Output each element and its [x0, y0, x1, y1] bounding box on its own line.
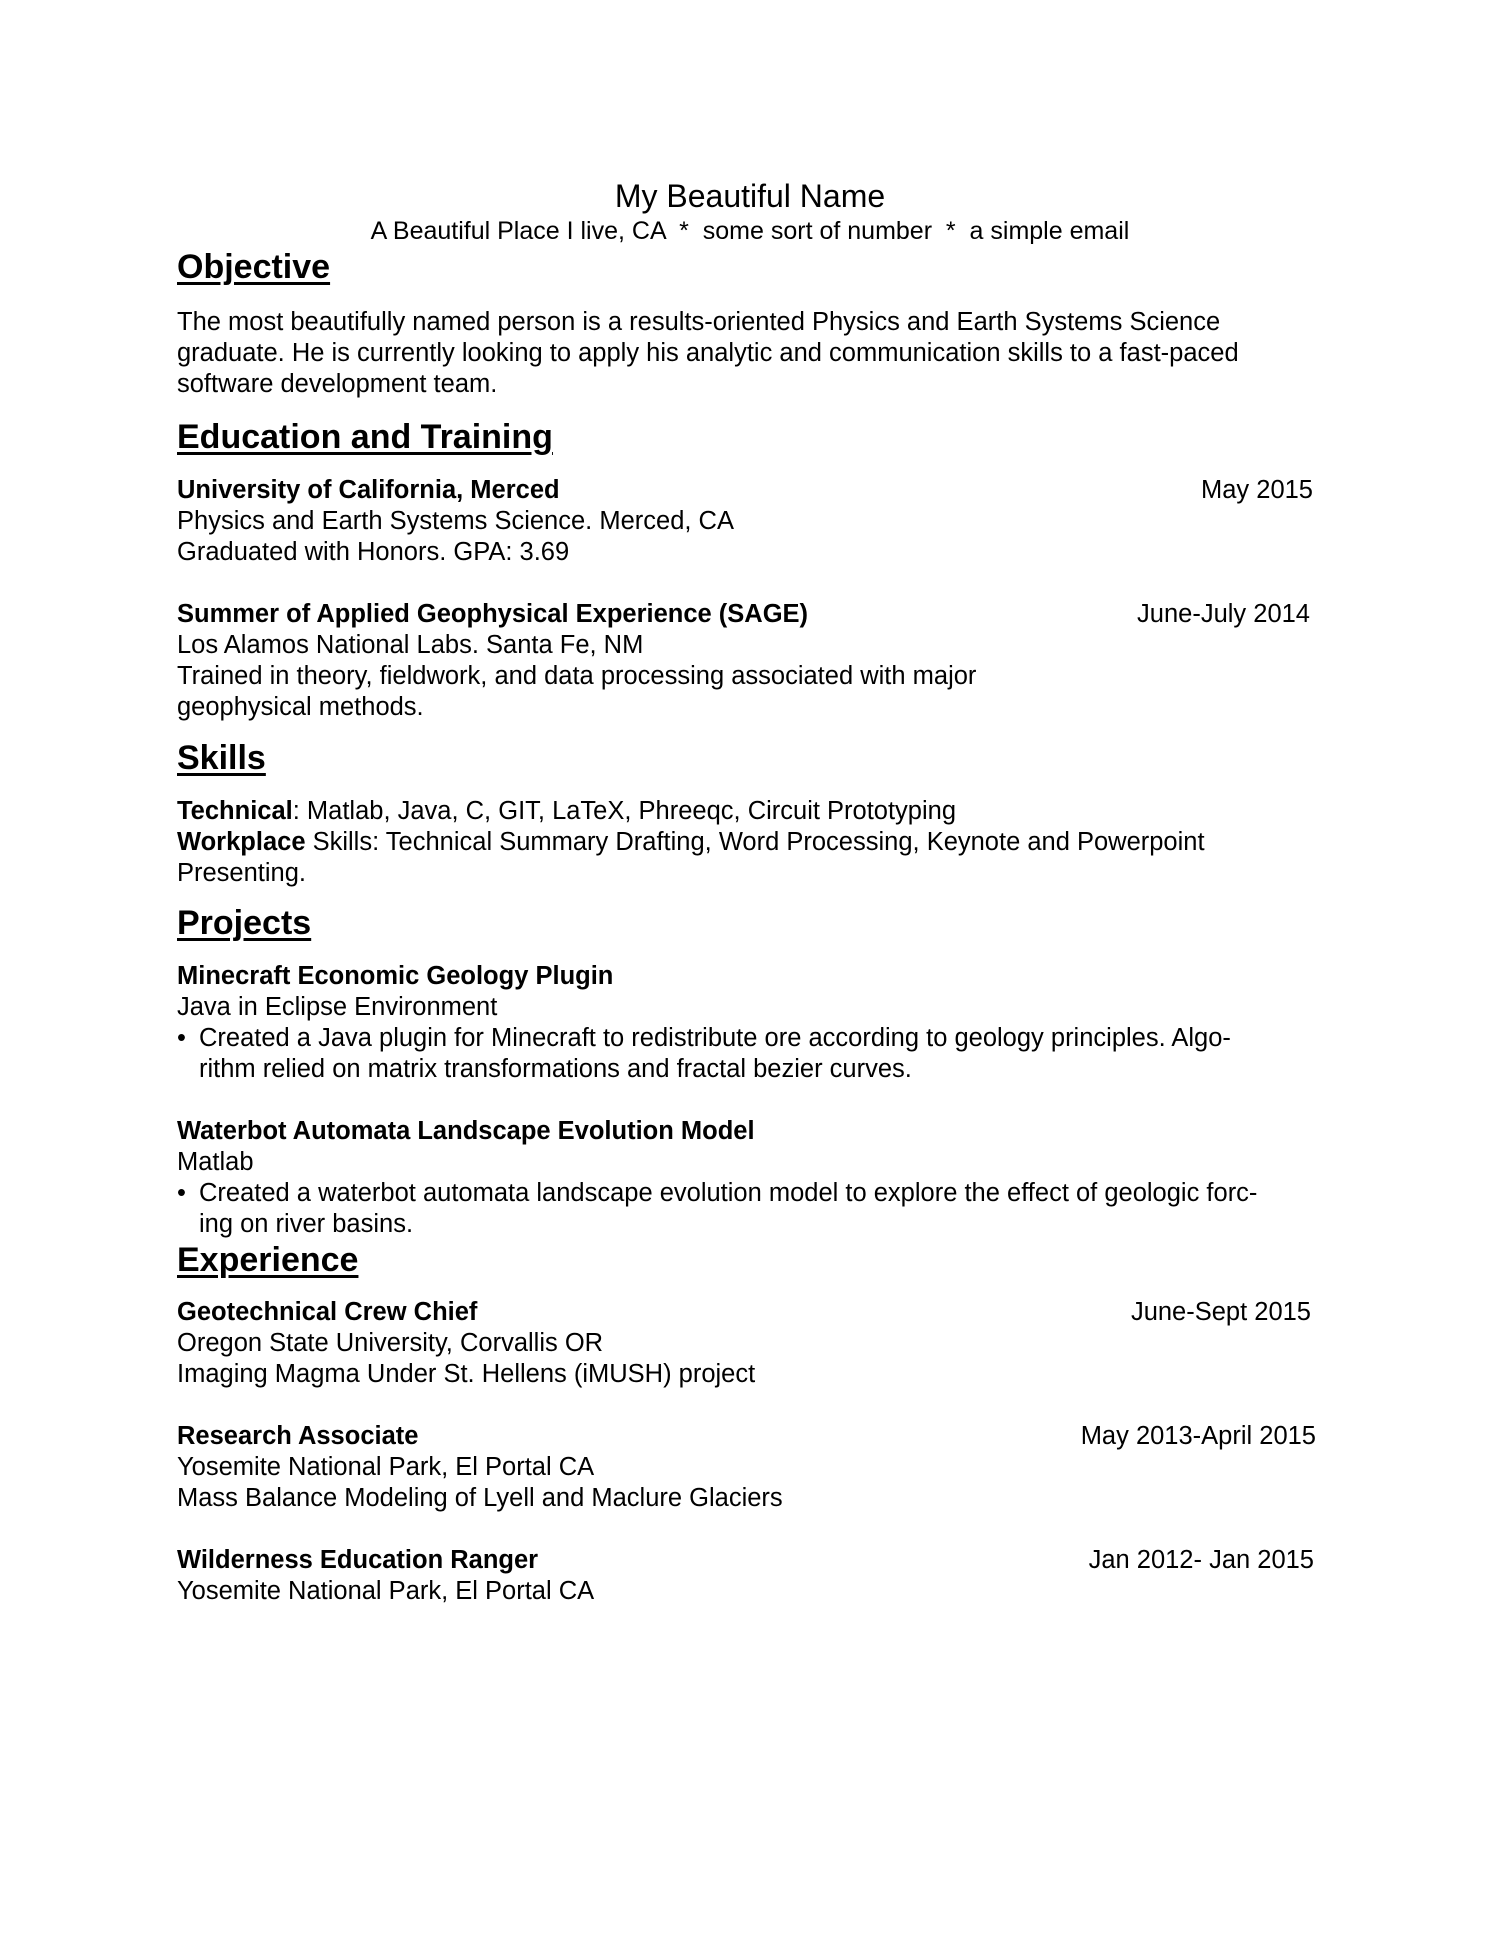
skills-technical	[177, 799, 956, 825]
contact-line: A Beautiful Place I live, CA * some sort of number * a simple email	[370, 217, 1130, 245]
project-bullet-text: ing on river basins.	[199, 1210, 414, 1238]
experience-title: Geotechnical Crew Chief	[177, 1298, 478, 1326]
skills-heading: Skills	[177, 739, 266, 777]
education-detail: Los Alamos National Labs. Santa Fe, NM	[177, 631, 644, 659]
project-bullet-text: Created a waterbot automata landscape evolution model to explore the effect of geologic forc-	[199, 1179, 1258, 1207]
experience-date: Jan 2012- Jan 2015	[1088, 1546, 1314, 1574]
resume-name: My Beautiful Name	[614, 178, 886, 214]
project-subtitle: Matlab	[177, 1148, 254, 1176]
project-bullet-text: Created a Java plugin for Minecraft to redistribute ore according to geology principles. Algo-	[199, 1024, 1231, 1052]
experience-heading: Experience	[177, 1241, 359, 1279]
project-bullet-text: rithm relied on matrix transformations and fractal bezier curves.	[199, 1055, 912, 1083]
skills-technical-label: Technical	[177, 797, 293, 825]
experience-detail: Mass Balance Modeling of Lyell and Maclure Glaciers	[177, 1484, 783, 1512]
projects-heading: Projects	[177, 904, 312, 942]
education-title: University of California, Merced	[177, 476, 560, 504]
education-detail: Physics and Earth Systems Science. Merced, CA	[177, 507, 734, 535]
experience-detail: Oregon State University, Corvallis OR	[177, 1329, 604, 1357]
experience-date: May 2013-April 2015	[1080, 1422, 1316, 1450]
education-detail: geophysical methods.	[177, 693, 424, 721]
experience-title: Wilderness Education Ranger	[177, 1546, 539, 1574]
experience-detail: Imaging Magma Under St. Hellens (iMUSH) project	[177, 1360, 756, 1388]
project-title: Waterbot Automata Landscape Evolution Model	[177, 1117, 755, 1145]
experience-date: June-Sept 2015	[1130, 1298, 1311, 1326]
experience-detail: Yosemite National Park, El Portal CA	[177, 1577, 595, 1605]
skills-workplace-label: Workplace	[177, 828, 306, 856]
objective-line: The most beautifully named person is a results-oriented Physics and Earth Systems Science	[177, 308, 1221, 336]
project-subtitle: Java in Eclipse Environment	[177, 993, 498, 1021]
experience-detail: Yosemite National Park, El Portal CA	[177, 1453, 595, 1481]
education-date: May 2015	[1201, 476, 1313, 504]
bullet-icon: •	[177, 1179, 186, 1207]
objective-line: graduate. He is currently looking to apply his analytic and communication skills to a fast-paced	[177, 339, 1239, 367]
bullet-icon: •	[177, 1024, 186, 1052]
skills-technical-text: : Matlab, Java, C, GIT, LaTeX, Phreeqc, Circuit Prototyping	[292, 797, 957, 825]
education-title: Summer of Applied Geophysical Experience (SAGE)	[177, 600, 809, 628]
objective-line: software development team.	[177, 370, 498, 398]
objective-heading: Objective	[177, 248, 331, 286]
experience-title: Research Associate	[177, 1422, 419, 1450]
project-title: Minecraft Economic Geology Plugin	[177, 962, 614, 990]
education-heading: Education and Training	[177, 418, 553, 456]
skills-workplace-text: Skills: Technical Summary Drafting, Word Processing, Keynote and Powerpoint	[305, 828, 1205, 856]
skills-workplace-text-2: Presenting.	[177, 859, 306, 887]
skills-workplace	[177, 830, 1205, 856]
education-detail: Graduated with Honors. GPA: 3.69	[177, 538, 570, 566]
education-detail: Trained in theory, fieldwork, and data processing associated with major	[177, 662, 977, 690]
education-date: June-July 2014	[1137, 600, 1310, 628]
